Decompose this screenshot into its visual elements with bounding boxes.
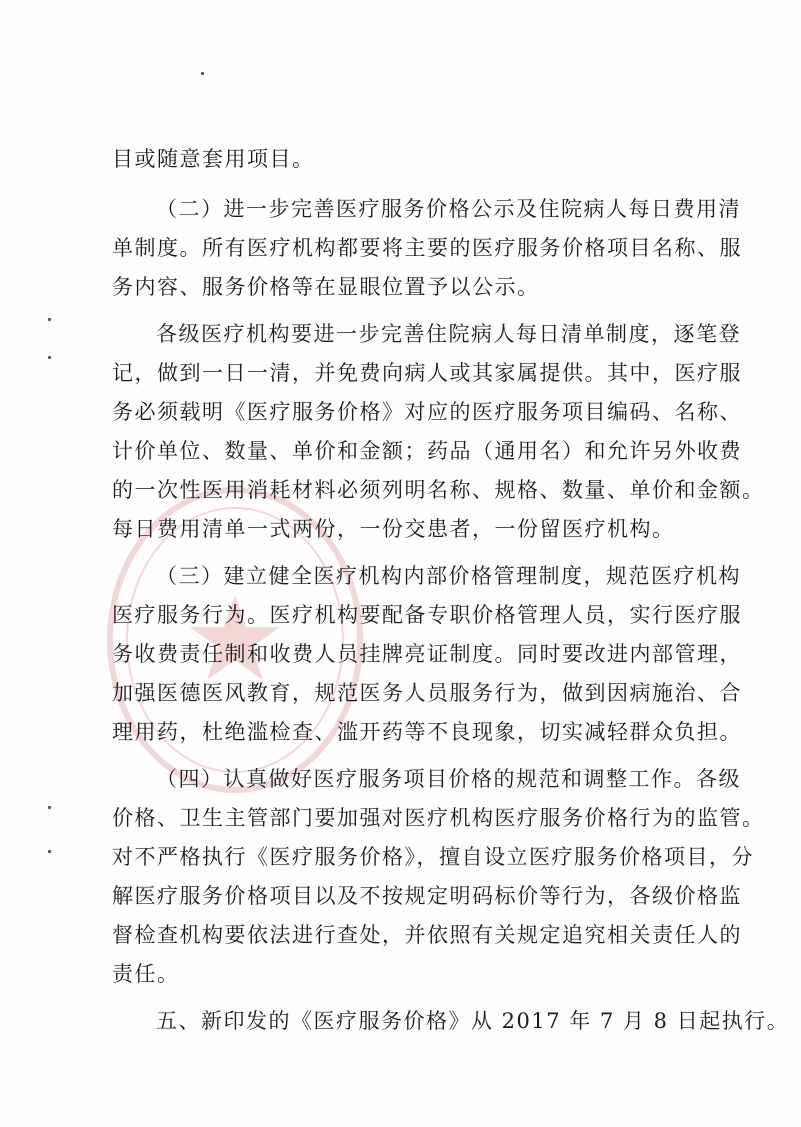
text-line: 务内容、服务价格等在显眼位置予以公示。 — [112, 275, 540, 299]
document-body — [112, 140, 790, 1041]
text-line: 记，做到一日一清，并免费向病人或其家属提供。其中，医疗服 — [112, 361, 742, 385]
text-line: 务必须载明《医疗服务价格》对应的医疗服务项目编码、名称、 — [112, 400, 742, 424]
scan-speck — [48, 806, 51, 809]
text-line: 价格、卫生主管部门要加强对医疗机构医疗服务价格行为的监管。 — [112, 806, 765, 830]
scan-speck — [48, 356, 51, 359]
text-line: 解医疗服务价格项目以及不按规定明码标价等行为，各级价格监 — [112, 884, 742, 908]
text-line: 各级医疗机构要进一步完善住院病人每日清单制度，逐笔登 — [156, 322, 741, 346]
text-line: 督检查机构要依法进行查处，并依照有关规定追究相关责任人的 — [112, 923, 742, 947]
text-line: 目或随意套用项目。 — [112, 147, 315, 171]
text-line: 对不严格执行《医疗服务价格》，擅自设立医疗服务价格项目，分 — [112, 845, 754, 869]
text-line: （三）建立健全医疗机构内部价格管理制度，规范医疗机构 — [156, 564, 741, 588]
scan-speck — [201, 72, 204, 75]
text-line: 责任。 — [112, 962, 180, 986]
scan-speck — [48, 318, 51, 321]
text-line: 务收费责任制和收费人员挂牌亮证制度。同时要改进内部管理， — [112, 642, 742, 666]
text-line: 五、新印发的《医疗服务价格》从 2017 年 7 月 8 日起执行。 — [156, 1009, 790, 1033]
text-line: 计价单位、数量、单价和金额；药品（通用名）和允许另外收费 — [112, 439, 742, 463]
text-line: 加强医德医风教育，规范医务人员服务行为，做到因病施治、合 — [112, 681, 742, 705]
text-line: 医疗服务行为。医疗机构要配备专职价格管理人员，实行医疗服 — [112, 603, 742, 627]
text-line: 单制度。所有医疗机构都要将主要的医疗服务价格项目名称、服 — [112, 236, 742, 260]
text-line: 理用药，杜绝滥检查、滥开药等不良现象，切实减轻群众负担。 — [112, 720, 742, 744]
text-line: （四）认真做好医疗服务项目价格的规范和调整工作。各级 — [156, 767, 741, 791]
scan-speck — [48, 850, 51, 853]
text-line: （二）进一步完善医疗服务价格公示及住院病人每日费用清 — [156, 197, 741, 221]
text-line: 每日费用清单一式两份，一份交患者，一份留医疗机构。 — [112, 517, 675, 541]
text-line: 的一次性医用消耗材料必须列明名称、规格、数量、单价和金额。 — [112, 478, 765, 502]
